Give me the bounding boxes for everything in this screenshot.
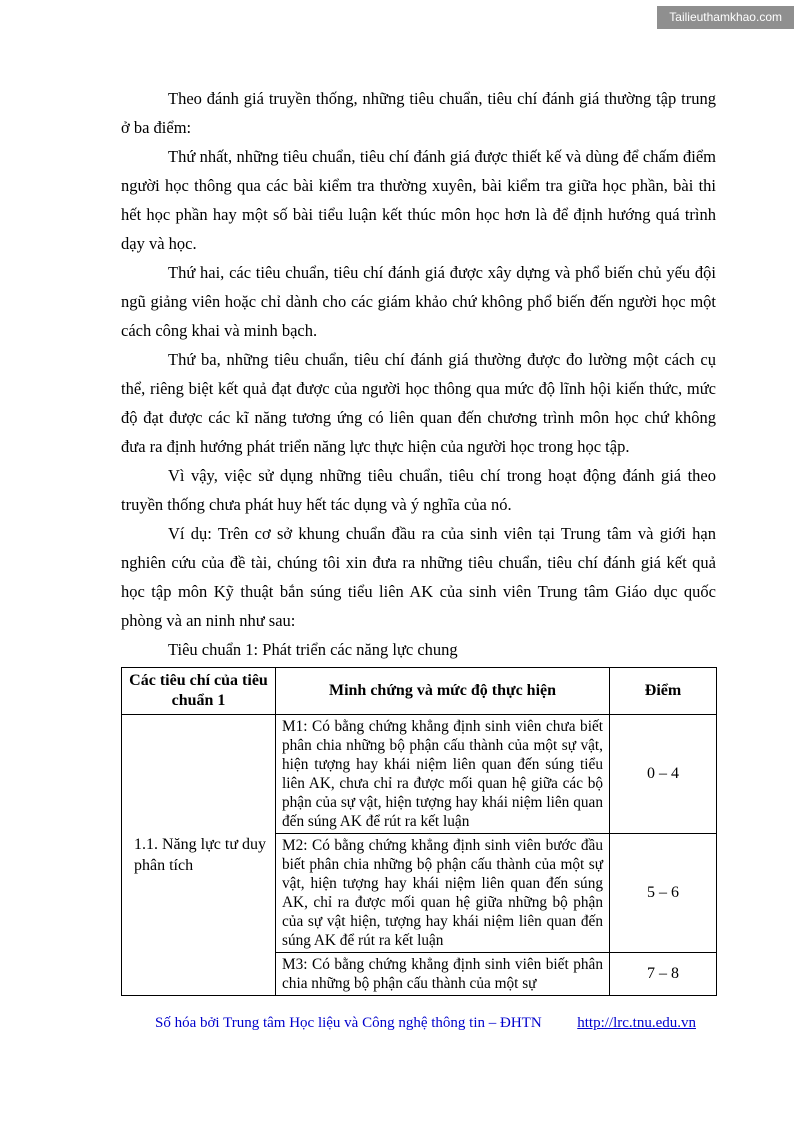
paragraph-third-point: Thứ ba, những tiêu chuẩn, tiêu chí đánh giá thường được đo lường một cách cụ thể, riêng biệt kết quả đạt được của người học thông qua mức độ lĩnh hội kiến thức, mức độ đạt được các kĩ năng tương ứng có liên quan đến chương trình môn học chứ không đưa ra định hướng phát triển năng lực thực hiện của người học trong học tập.: [121, 350, 716, 456]
evidence-cell-m1: M1: Có bằng chứng khẳng định sinh viên chưa biết phân chia những bộ phận cấu thành của một sự vật, hiện tượng hay khái niệm liên quan đến súng tiểu liên AK, chưa chỉ ra được mối quan hệ giữa các bộ phận của sự vật, hiện tượng hay khái niệm liên quan đến súng AK để rút ra kết luận: [276, 715, 610, 834]
evidence-cell-m2: M2: Có bằng chứng khẳng định sinh viên bước đầu biết phân chia những bộ phận cấu thành của một sự vật, hiện tượng hay khái niệm liên quan đến súng AK, chỉ ra được mối quan hệ giữa những bộ phận của sự vật hiện, tượng hay khái niệm liên quan đến súng AK để rút ra kết luận: [276, 834, 610, 953]
paragraph-second-point: Thứ hai, các tiêu chuẩn, tiêu chí đánh giá được xây dựng và phổ biến chủ yếu đội ngũ giảng viên hoặc chỉ dành cho các giám khảo chứ không phổ biến đến người học một cách công khai và minh bạch.: [121, 263, 716, 340]
header-cell-score: Điểm: [610, 668, 717, 715]
score-cell-m2: 5 – 6: [610, 834, 717, 953]
table-header-row: [122, 668, 717, 715]
table-caption: Tiêu chuẩn 1: Phát triển các năng lực chung: [168, 640, 458, 659]
evidence-cell-m3: M3: Có bằng chứng khẳng định sinh viên biết phân chia những bộ phận cấu thành của một sự: [276, 953, 610, 996]
watermark-badge: [657, 6, 794, 29]
paragraph-first-point: Thứ nhất, những tiêu chuẩn, tiêu chí đánh giá được thiết kế và dùng để chấm điểm người học thông qua các bài kiểm tra thường xuyên, bài kiểm tra giữa học phần, bài thi hết học phần hay một số bài tiểu luận kết thúc môn học hơn là để định hướng quá trình dạy và học.: [121, 147, 716, 253]
header-cell-evidence: Minh chứng và mức độ thực hiện: [276, 668, 610, 715]
paragraph-conclusion: Vì vậy, việc sử dụng những tiêu chuẩn, tiêu chí trong hoạt động đánh giá theo truyền thống chưa phát huy hết tác dụng và ý nghĩa của nó.: [121, 466, 716, 514]
criteria-table: [121, 667, 717, 996]
paragraph-example: Ví dụ: Trên cơ sở khung chuẩn đầu ra của sinh viên tại Trung tâm và giới hạn nghiên cứu của đề tài, chúng tôi xin đưa ra những tiêu chuẩn, tiêu chí đánh giá kết quả học tập môn Kỹ thuật bắn súng tiểu liên AK của sinh viên Trung tâm Giáo dục quốc phòng và an ninh như sau:: [121, 524, 716, 630]
score-cell-m1: 0 – 4: [610, 715, 717, 834]
paragraph-intro: Theo đánh giá truyền thống, những tiêu chuẩn, tiêu chí đánh giá thường tập trung ở ba điểm:: [121, 89, 716, 137]
page-content: [121, 84, 716, 996]
page-footer: [155, 1012, 696, 1034]
footer-link[interactable]: http://lrc.tnu.edu.vn: [577, 1015, 696, 1031]
footer-credit-text: Số hóa bởi Trung tâm Học liệu và Công nghệ thông tin – ĐHTN: [155, 1015, 542, 1031]
header-cell-criteria: Các tiêu chí của tiêu chuẩn 1: [122, 668, 276, 715]
criterion-cell: 1.1. Năng lực tư duy phân tích: [122, 715, 276, 996]
score-cell-m3: 7 – 8: [610, 953, 717, 996]
table-row-m1: [122, 715, 717, 834]
watermark-text: Tailieuthamkhao.com: [669, 10, 782, 24]
